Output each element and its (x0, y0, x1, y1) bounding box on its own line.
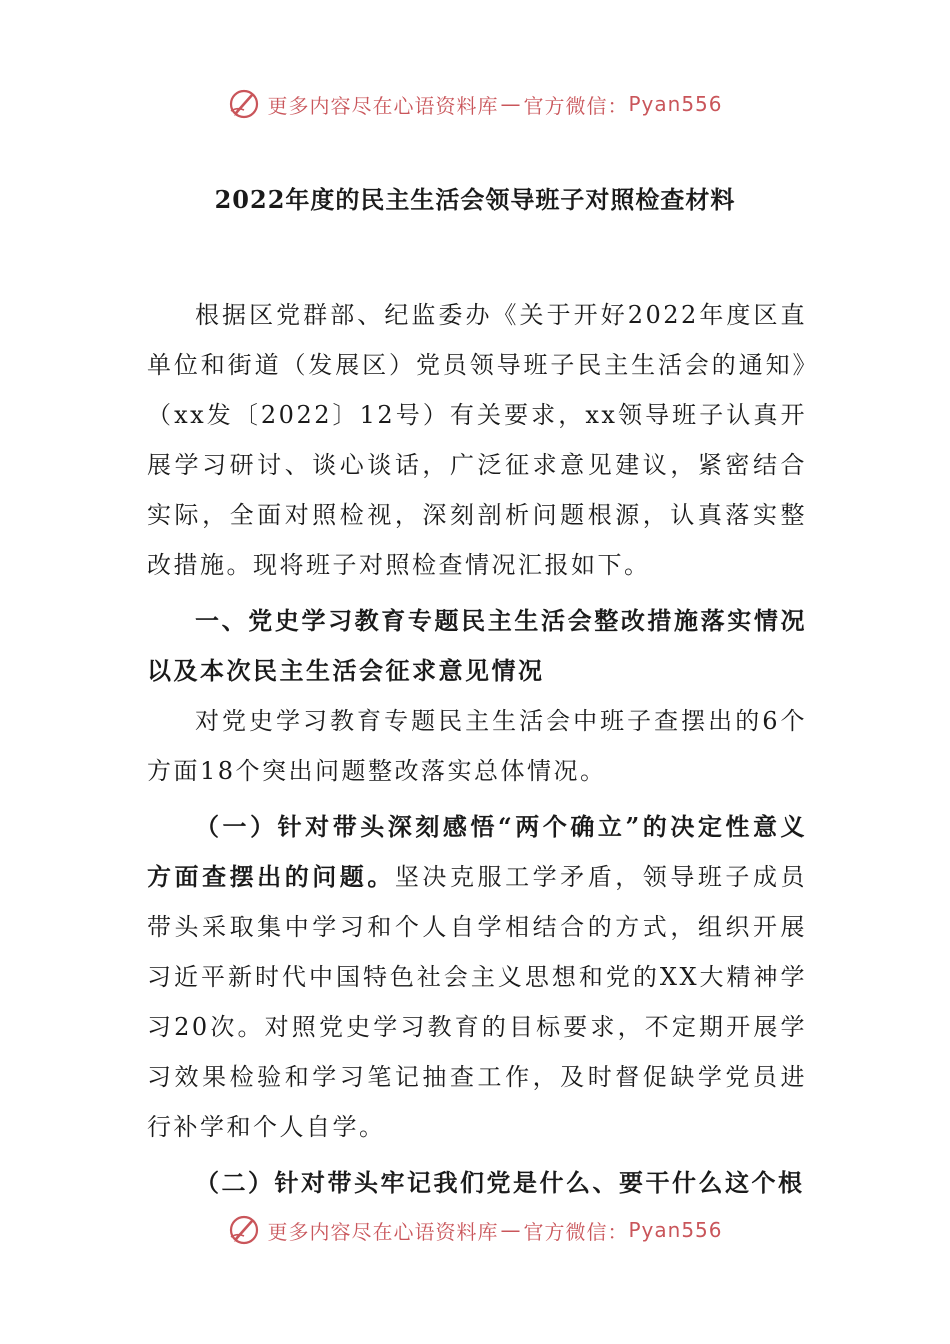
document-title: 2022年度的民主生活会领导班子对照检查材料 (214, 185, 736, 214)
pen-circle-logo-icon (227, 1213, 261, 1247)
watermark-footer (0, 1210, 950, 1250)
item-1-paragraph (147, 802, 807, 1152)
watermark-wechat-id: Pyan556 (628, 1218, 723, 1242)
watermark-header (0, 84, 950, 124)
section-1-heading: 一、党史学习教育专题民主生活会整改措施落实情况以及本次民主生活会征求意见情况 (147, 606, 807, 685)
item-1-body: 坚决克服工学矛盾，领导班子成员带头采取集中学习和个人自学相结合的方式，组织开展习近平新时代中国特色社会主义思想和党的XX大精神学习20次。对照党史学习教育的目标要求，不定期开展学习效果检验和学习笔记抽查工作，及时督促缺学党员进行补学和个人自学。 (147, 863, 807, 1141)
watermark-wechat-id: Pyan556 (628, 92, 723, 116)
watermark-separator: — (500, 92, 522, 116)
watermark-separator: — (500, 1218, 522, 1242)
section-1-body: 对党史学习教育专题民主生活会中班子查摆出的6个方面18个突出问题整改落实总体情况。 (147, 707, 807, 785)
watermark-text: 更多内容尽在心语资料库 (267, 1219, 499, 1244)
document-body (147, 290, 807, 1208)
item-1-heading: （一）针对带头深刻感悟“两个确立”的决定性意义方面查摆出的问题。 (147, 812, 807, 891)
watermark-wechat-label: 官方微信： (523, 93, 629, 118)
watermark-wechat-label: 官方微信： (523, 1219, 629, 1244)
intro-paragraph: 根据区党群部、纪监委办《关于开好2022年度区直单位和街道（发展区）党员领导班子民主生活会的通知》（xx发〔2022〕12号）有关要求，xx领导班子认真开展学习研讨、谈心谈话，广泛征求意见建议，紧密结合实际，全面对照检视，深刻剖析问题根源，认真落实整改措施。现将班子对照检查情况汇报如下。 (147, 301, 807, 579)
pen-circle-logo-icon (227, 87, 261, 121)
item-2-heading: （二）针对带头牢记我们党是什么、要干什么这个根 (195, 1168, 805, 1197)
watermark-text: 更多内容尽在心语资料库 (267, 93, 499, 118)
